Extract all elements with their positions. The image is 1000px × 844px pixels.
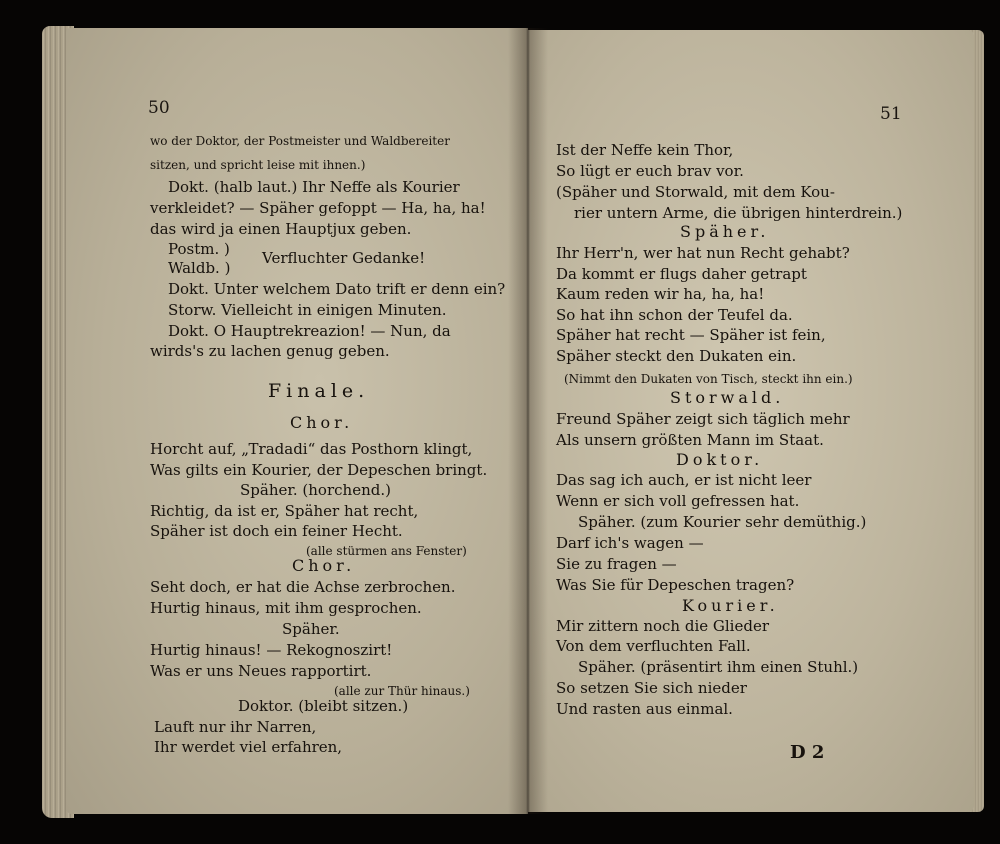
text-line: Von dem verfluchten Fall.	[556, 637, 751, 655]
text-line: Was gilts ein Kourier, der Depeschen bringt.	[150, 461, 488, 479]
text-line: das wird ja einen Hauptjux geben.	[150, 220, 412, 238]
speaker-heading: Doktor.	[676, 450, 764, 469]
text-line: Als unsern größten Mann im Staat.	[556, 431, 824, 449]
text-line: sitzen, und spricht leise mit ihnen.)	[150, 158, 366, 172]
speaker-heading: Storwald.	[670, 388, 785, 407]
section-heading: Finale.	[268, 380, 370, 402]
text-line: Lauft nur ihr Narren,	[154, 718, 317, 736]
page-number-left: 50	[148, 98, 170, 118]
text-line: Freund Späher zeigt sich täglich mehr	[556, 410, 850, 428]
text-line: Postm. )	[168, 240, 230, 258]
text-line: Storw. Vielleicht in einigen Minuten.	[168, 301, 447, 319]
text-line: Sie zu fragen —	[556, 555, 677, 573]
page-number-right: 51	[880, 104, 902, 124]
text-line: Seht doch, er hat die Achse zerbrochen.	[150, 578, 456, 596]
speaker-heading: Späher. (präsentirt ihm einen Stuhl.)	[578, 658, 859, 676]
text-line: wirds's zu lachen genug geben.	[150, 342, 390, 360]
text-line: Dokt. O Hauptrekreazion! — Nun, da	[168, 322, 451, 340]
speaker-heading: Doktor. (bleibt sitzen.)	[238, 697, 409, 715]
text-line: Ihr werdet viel erfahren,	[154, 738, 343, 756]
text-line: (Späher und Storwald, mit dem Kou-	[556, 183, 835, 201]
text-line: Kaum reden wir ha, ha, ha!	[556, 285, 765, 303]
text-line: Mir zittern noch die Glieder	[556, 617, 769, 635]
text-line: Was er uns Neues rapportirt.	[150, 662, 372, 680]
text-line: Verfluchter Gedanke!	[262, 249, 426, 267]
text-line: wo der Doktor, der Postmeister und Waldbereiter	[150, 134, 450, 148]
text-line: rier untern Arme, die übrigen hinterdrein.)	[574, 204, 903, 222]
signature-mark: D 2	[790, 742, 825, 763]
speaker-heading: Kourier.	[682, 596, 779, 615]
text-line: Waldb. )	[168, 259, 231, 277]
text-line: Horcht auf, „Tradadi“ das Posthorn klingt,	[150, 440, 473, 458]
text-line: So hat ihn schon der Teufel da.	[556, 306, 793, 324]
text-line: So setzen Sie sich nieder	[556, 679, 747, 697]
text-line: Richtig, da ist er, Späher hat recht,	[150, 502, 419, 520]
text-line: Späher ist doch ein feiner Hecht.	[150, 522, 403, 540]
book-gutter	[508, 28, 548, 814]
speaker-heading: Chor.	[290, 413, 354, 432]
text-line: Wenn er sich voll gefressen hat.	[556, 492, 800, 510]
text-line: Ihr Herr'n, wer hat nun Recht gehabt?	[556, 244, 850, 262]
text-line: Späher hat recht — Späher ist fein,	[556, 326, 826, 344]
speaker-heading: Chor.	[292, 556, 356, 575]
speaker-heading: Späher.	[680, 222, 770, 241]
speaker-heading: Späher.	[282, 620, 340, 638]
stage-direction: (alle zur Thür hinaus.)	[334, 684, 470, 698]
text-line: Darf ich's wagen —	[556, 534, 704, 552]
text-line: Hurtig hinaus, mit ihm gesprochen.	[150, 599, 422, 617]
text-line: Das sag ich auch, er ist nicht leer	[556, 471, 812, 489]
stage-direction: (alle stürmen ans Fenster)	[306, 544, 467, 558]
text-line: Hurtig hinaus! — Rekognoszirt!	[150, 641, 393, 659]
stage-direction: (Nimmt den Dukaten von Tisch, steckt ihn ein.)	[564, 372, 853, 386]
text-line: Dokt. Unter welchem Dato trift er denn ein?	[168, 280, 506, 298]
speaker-heading: Späher. (zum Kourier sehr demüthig.)	[578, 513, 867, 531]
speaker-heading: Späher. (horchend.)	[240, 481, 391, 499]
text-line: So lügt er euch brav vor.	[556, 162, 744, 180]
text-line: Späher steckt den Dukaten ein.	[556, 347, 797, 365]
text-line: verkleidet? — Späher gefoppt — Ha, ha, ha!	[150, 199, 486, 217]
text-line: Und rasten aus einmal.	[556, 700, 733, 718]
text-line: Ist der Neffe kein Thor,	[556, 141, 734, 159]
text-line: Dokt. (halb laut.) Ihr Neffe als Kourier	[168, 178, 460, 196]
text-line: Da kommt er flugs daher getrapt	[556, 265, 807, 283]
text-line: Was Sie für Depeschen tragen?	[556, 576, 795, 594]
